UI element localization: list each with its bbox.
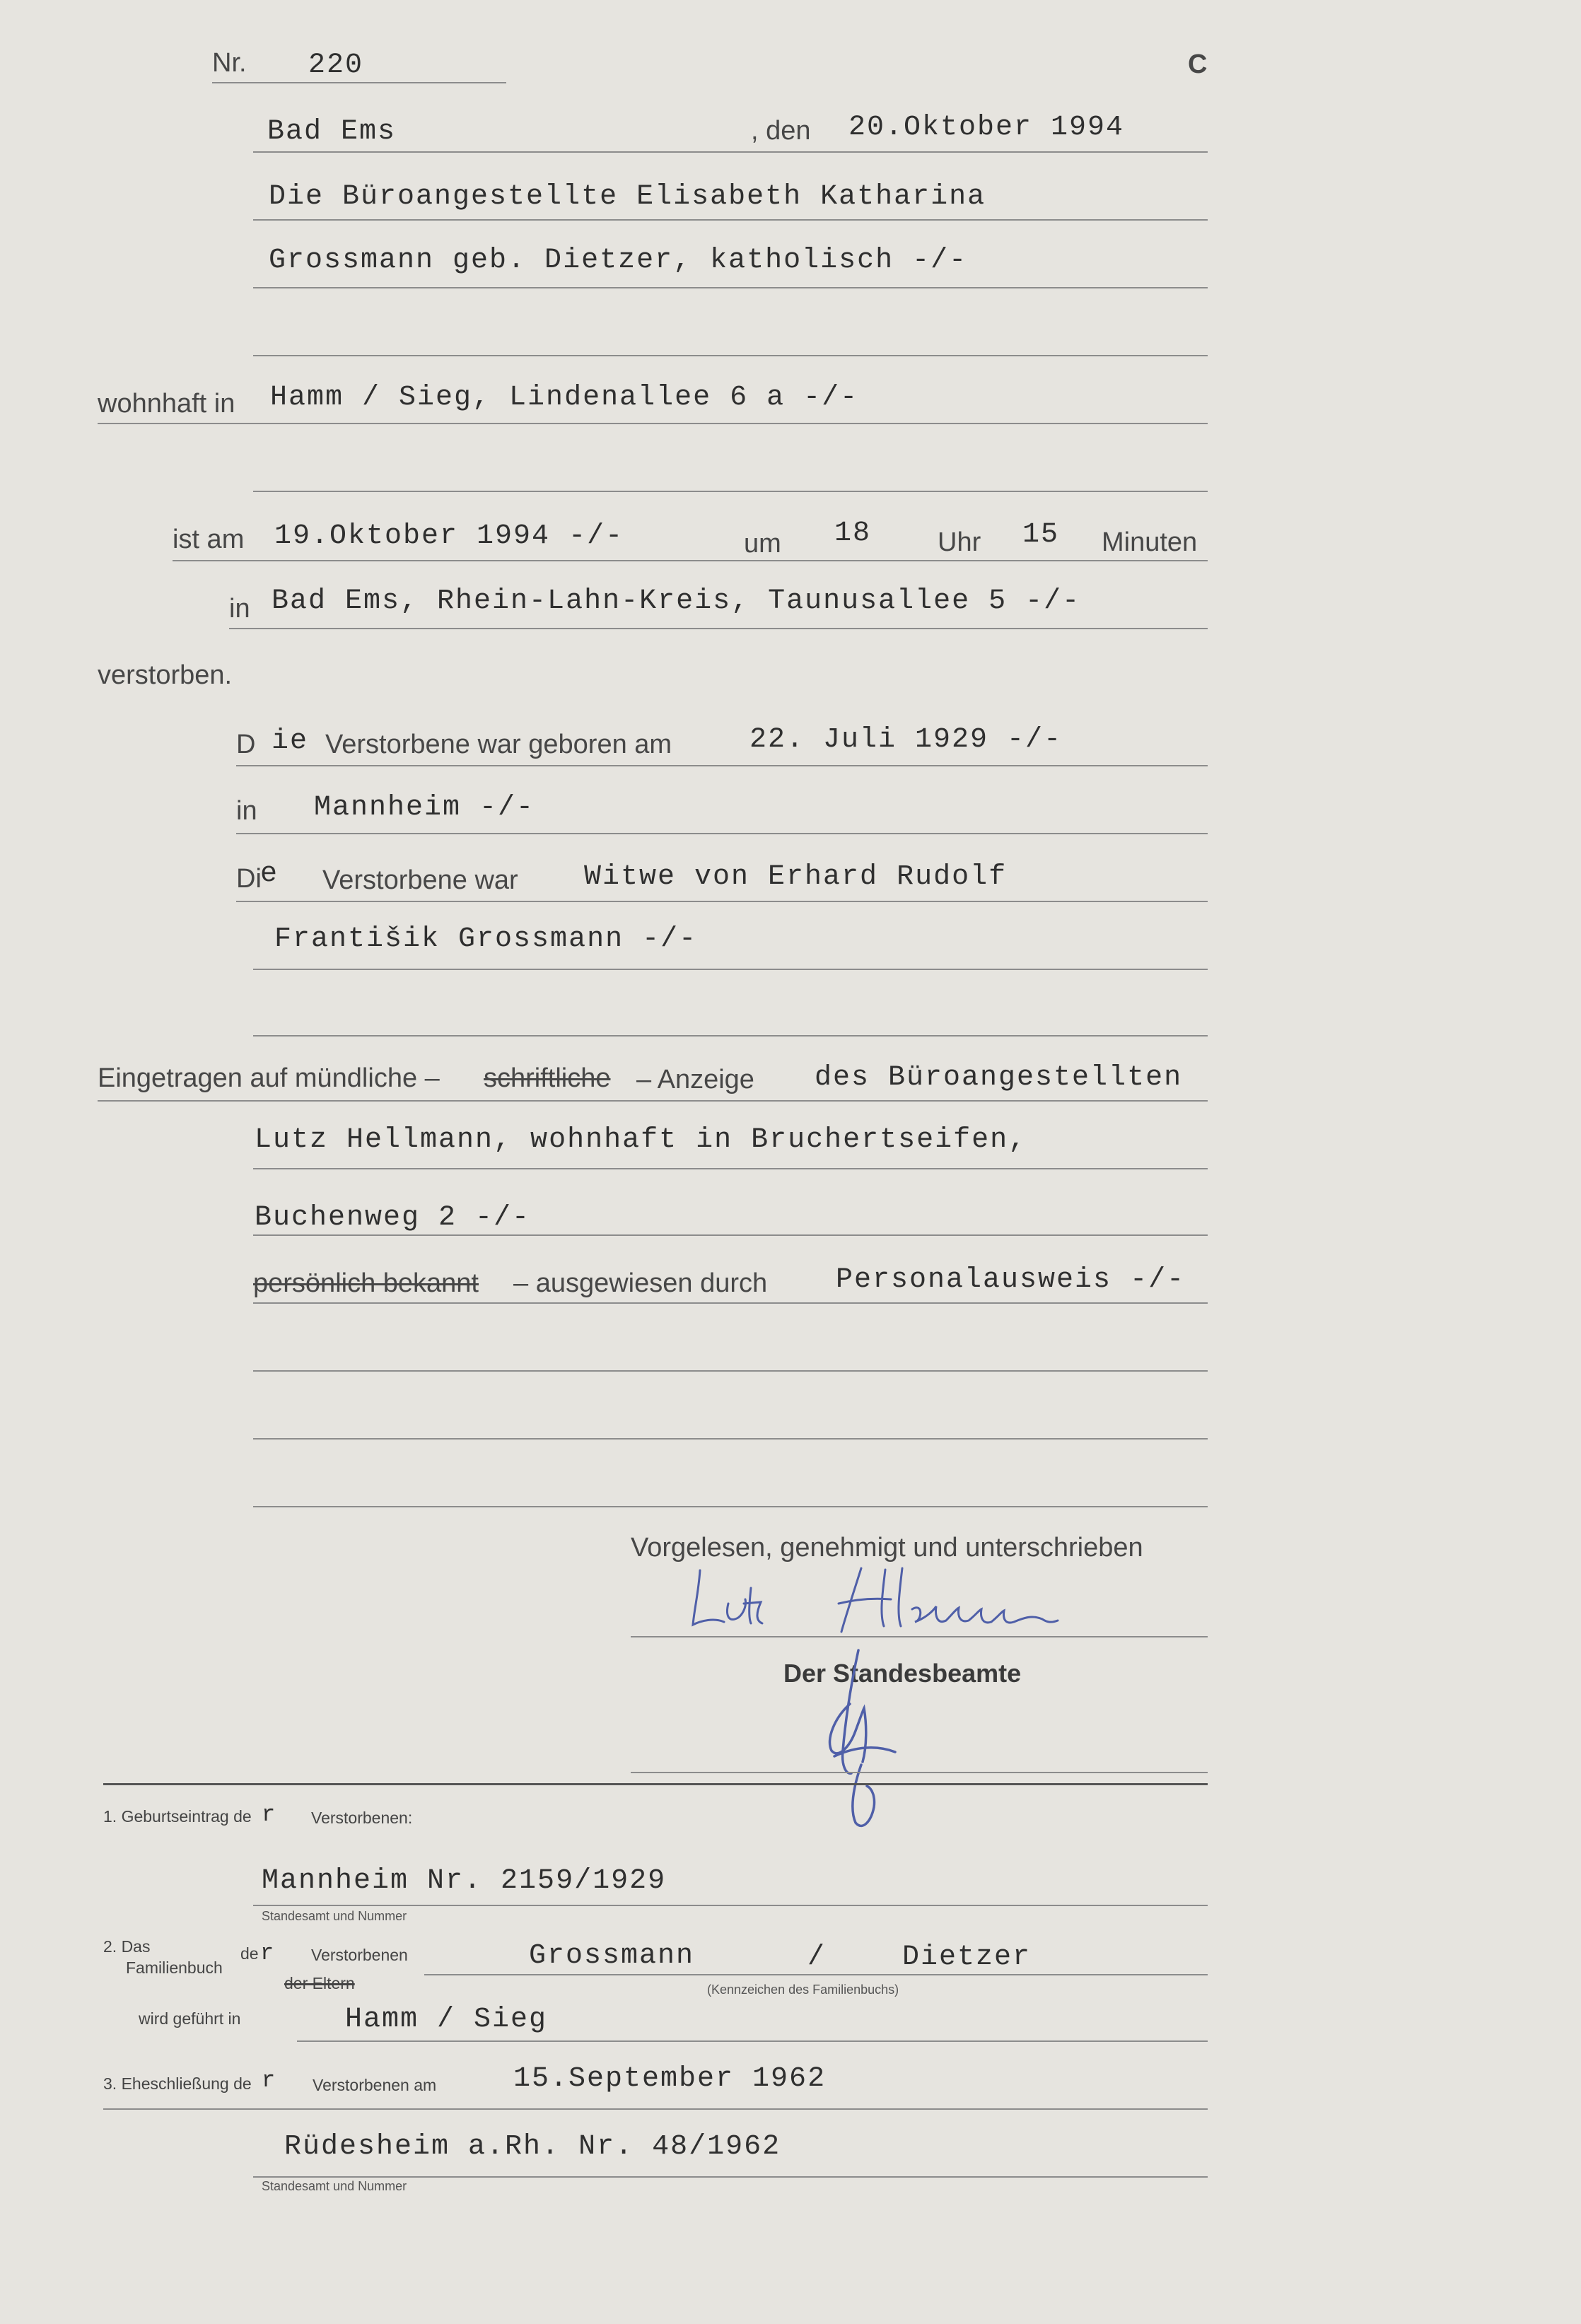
footer-item1-sub: Standesamt und Nummer <box>262 1909 407 1923</box>
minuten-label: Minuten <box>1102 527 1198 557</box>
footer-item3-place: Rüdesheim a.Rh. Nr. 48/1962 <box>284 2131 781 2163</box>
death-hour: 18 <box>834 518 872 549</box>
identification-label: – ausgewiesen durch <box>513 1268 768 1298</box>
person-line-1: Die Büroangestellte Elisabeth Katharina <box>269 181 986 213</box>
rule <box>253 1370 1208 1372</box>
birth-ie-typed: ie <box>272 725 309 757</box>
informant-signature <box>679 1553 1103 1645</box>
rule <box>253 1506 1208 1507</box>
rule <box>253 1234 1208 1236</box>
registration-label-b: – Anzeige <box>636 1065 754 1094</box>
registration-value-2: Lutz Hellmann, wohnhaft in Bruchertseifen, <box>255 1124 1027 1156</box>
rule <box>253 1035 1208 1037</box>
footer-item3-label: 3. Eheschließung de <box>103 2074 252 2093</box>
place-value: Bad Ems <box>267 116 397 148</box>
rule <box>98 1100 1208 1102</box>
um-label: um <box>744 529 781 559</box>
footer-item2-fuehrt-label: wird geführt in <box>139 2009 241 2028</box>
rule <box>229 628 1208 629</box>
rule <box>253 491 1208 492</box>
footer-item2-label-a: 2. Das <box>103 1937 151 1956</box>
death-place: Bad Ems, Rhein-Lahn-Kreis, Taunusallee 5 -/- <box>272 585 1081 617</box>
uhr-label: Uhr <box>938 527 981 557</box>
footer-item3-date: 15.September 1962 <box>513 2063 827 2095</box>
rule <box>236 765 1208 766</box>
status-value-1: Witwe von Erhard Rudolf <box>584 861 1008 893</box>
rule <box>297 2040 1208 2042</box>
registration-value-3: Buchenweg 2 -/- <box>255 1202 531 1234</box>
rule <box>236 833 1208 834</box>
rule <box>253 1302 1208 1304</box>
footer-item1-label-2: Verstorbenen: <box>311 1809 413 1827</box>
death-minutes: 15 <box>1022 519 1060 551</box>
nr-label: Nr. <box>212 48 247 78</box>
status-value-2: Františik Grossmann -/- <box>274 923 698 955</box>
registrar-signature <box>806 1640 905 1845</box>
rule <box>253 969 1208 970</box>
rule <box>253 1905 1208 1906</box>
rule <box>253 355 1208 356</box>
birth-d-prefix: D <box>236 730 256 759</box>
registration-value-1: des Büroangestellten <box>815 1062 1183 1094</box>
death-date: 19.Oktober 1994 -/- <box>274 520 624 552</box>
death-date-label: ist am <box>173 525 245 554</box>
status-label: Verstorbene war <box>322 865 518 895</box>
footer-item2-sub: (Kennzeichen des Familienbuchs) <box>707 1983 899 1997</box>
rule <box>253 287 1208 288</box>
status-e-typed: e <box>260 858 279 890</box>
identification-struck: persönlich bekannt <box>253 1268 479 1298</box>
footer-item3-sub: Standesamt und Nummer <box>262 2179 407 2193</box>
footer-item1-label: 1. Geburtseintrag de <box>103 1807 252 1826</box>
rule <box>98 423 1208 424</box>
rule <box>631 1772 1208 1773</box>
nr-value: 220 <box>308 49 364 81</box>
footer-item1-value: Mannheim Nr. 2159/1929 <box>262 1865 667 1897</box>
registration-label-a: Eingetragen auf mündliche – <box>98 1063 440 1093</box>
footer-item2-value-a: Grossmann <box>529 1940 695 1972</box>
rule <box>253 1438 1208 1440</box>
identification-value: Personalausweis -/- <box>836 1264 1186 1296</box>
footer-item2-r: r <box>260 1940 276 1966</box>
nr-underline <box>212 82 506 83</box>
birth-date: 22. Juli 1929 -/- <box>749 724 1063 756</box>
status-di-prefix: Di <box>236 864 262 894</box>
rule <box>631 1636 1208 1637</box>
person-line-2: Grossmann geb. Dietzer, katholisch -/- <box>269 245 968 276</box>
footer-item3-r: r <box>262 2067 277 2094</box>
read-approved-label: Vorgelesen, genehmigt und unterschrieben <box>631 1533 1143 1563</box>
footer-item2-fuehrt-value: Hamm / Sieg <box>345 2004 548 2036</box>
footer-item2-label-b: Familienbuch <box>126 1958 223 1977</box>
birth-place: Mannheim -/- <box>314 792 535 824</box>
footer-item2-slash: / <box>807 1941 827 1973</box>
footer-item2-eltern: der Eltern <box>284 1974 355 1992</box>
rule <box>173 560 1208 561</box>
footer-separator <box>103 1783 1208 1785</box>
verstorben-label: verstorben. <box>98 660 233 690</box>
document-date: 20.Oktober 1994 <box>848 112 1125 144</box>
rule <box>103 2108 1208 2110</box>
rule <box>253 1168 1208 1169</box>
death-place-label: in <box>229 594 250 624</box>
residence-label: wohnhaft in <box>98 389 235 419</box>
rule <box>424 1974 1208 1975</box>
birth-label: Verstorbene war geboren am <box>325 730 672 759</box>
footer-item2-verstorbenen: Verstorbenen <box>311 1946 408 1964</box>
footer-item1-r: r <box>262 1802 277 1828</box>
footer-item2-value-b: Dietzer <box>902 1941 1032 1973</box>
registration-struck: schriftliche <box>484 1063 611 1093</box>
den-label: , den <box>751 116 811 146</box>
birth-place-label: in <box>236 796 257 826</box>
form-letter: C <box>1188 49 1208 79</box>
registrar-label: Der Standesbeamte <box>783 1659 1022 1688</box>
rule <box>253 219 1208 221</box>
footer-item2-de: de <box>240 1944 259 1963</box>
rule <box>253 151 1208 153</box>
residence-value: Hamm / Sieg, Lindenallee 6 a -/- <box>270 382 859 414</box>
rule <box>253 2176 1208 2178</box>
rule <box>236 901 1208 902</box>
footer-item3-label-2: Verstorbenen am <box>313 2076 437 2094</box>
